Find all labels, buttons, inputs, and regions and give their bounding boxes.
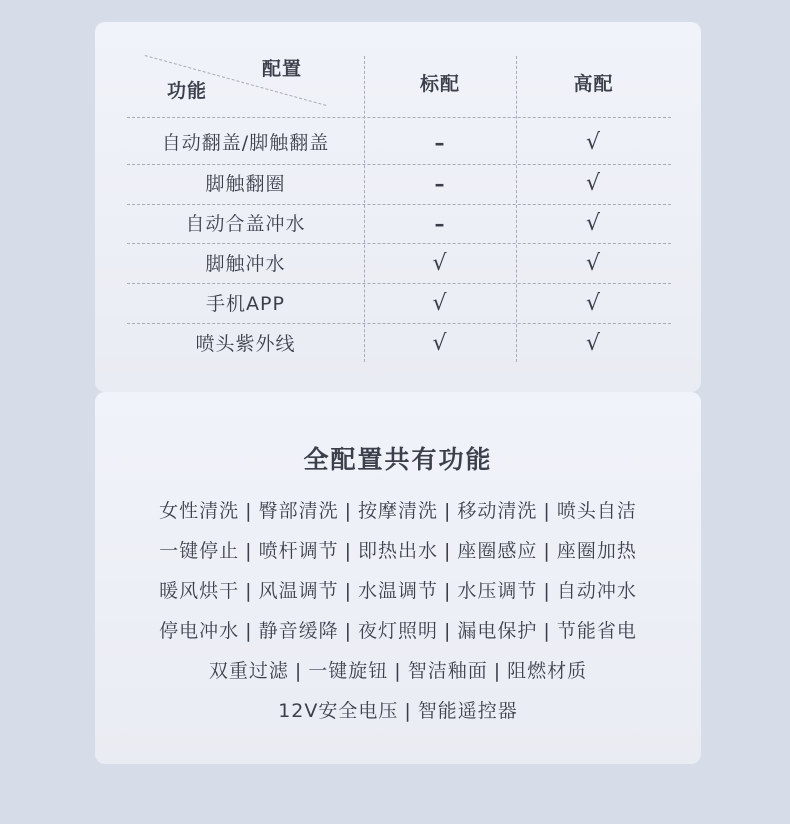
feature-item: 暖风烘干 — [159, 580, 240, 602]
column-header-standard: 标配 — [419, 73, 460, 95]
feature-item: 风温调节 — [258, 580, 339, 602]
row-label: 脚触冲水 — [205, 253, 286, 275]
feature-separator: | — [444, 500, 452, 522]
row-divider — [127, 117, 671, 118]
standard-value: – — [434, 131, 446, 155]
feature-item: 喷杆调节 — [258, 540, 339, 562]
feature-item: 停电冲水 — [159, 620, 240, 642]
features-title: 全配置共有功能 — [303, 445, 493, 474]
feature-item: 座圈加热 — [556, 540, 637, 562]
standard-value: √ — [432, 251, 448, 276]
row-label: 自动合盖冲水 — [185, 213, 306, 235]
feature-separator: | — [344, 540, 352, 562]
feature-separator: | — [493, 660, 502, 682]
feature-line — [95, 616, 701, 643]
feature-line — [95, 576, 701, 603]
feature-separator: | — [245, 540, 253, 562]
premium-value: √ — [585, 331, 602, 356]
comparison-card — [95, 22, 701, 392]
feature-item: 静音缓降 — [258, 620, 339, 642]
feature-item: 女性清洗 — [159, 500, 240, 522]
feature-separator: | — [245, 500, 253, 522]
header-function-label: 功能 — [167, 80, 208, 102]
feature-item: 夜灯照明 — [357, 620, 438, 642]
feature-item: 喷头自洁 — [556, 500, 637, 522]
feature-line — [95, 656, 701, 683]
feature-separator: | — [444, 620, 452, 642]
feature-separator: | — [404, 700, 412, 722]
feature-item: 智洁釉面 — [407, 660, 488, 682]
feature-separator: | — [444, 540, 452, 562]
feature-separator: | — [344, 580, 352, 602]
feature-item: 阻燃材质 — [507, 660, 588, 682]
feature-item: 即热出水 — [357, 540, 438, 562]
column-header-premium: 高配 — [573, 73, 614, 95]
feature-separator: | — [543, 500, 551, 522]
header-config-label: 配置 — [262, 58, 303, 80]
feature-separator: | — [245, 580, 253, 602]
row-label: 脚触翻圈 — [205, 173, 286, 195]
feature-item: 智能遥控器 — [417, 700, 518, 722]
feature-item: 12V安全电压 — [278, 700, 399, 722]
feature-item: 节能省电 — [556, 620, 637, 642]
row-label: 喷头紫外线 — [195, 333, 296, 355]
feature-item: 水温调节 — [357, 580, 438, 602]
feature-separator: | — [294, 660, 303, 682]
feature-line — [95, 536, 701, 563]
premium-value: √ — [585, 251, 602, 276]
feature-item: 臀部清洗 — [258, 500, 339, 522]
feature-separator: | — [543, 580, 551, 602]
premium-value: √ — [585, 130, 602, 155]
feature-separator: | — [444, 580, 452, 602]
feature-item: 自动冲水 — [556, 580, 637, 602]
feature-separator: | — [394, 660, 402, 682]
feature-item: 座圈感应 — [457, 540, 538, 562]
standard-value: √ — [432, 291, 448, 316]
premium-value: √ — [585, 211, 602, 236]
feature-separator: | — [543, 620, 551, 642]
feature-item: 一键停止 — [159, 540, 240, 562]
feature-item: 水压调节 — [457, 580, 538, 602]
feature-line — [95, 496, 701, 523]
standard-value: – — [434, 172, 446, 196]
standard-value: √ — [432, 331, 448, 356]
feature-item: 双重过滤 — [208, 660, 289, 682]
feature-item: 移动清洗 — [457, 500, 538, 522]
standard-value: – — [434, 212, 446, 236]
comparison-table — [127, 22, 671, 362]
premium-value: √ — [585, 171, 602, 196]
feature-item: 漏电保护 — [457, 620, 538, 642]
premium-value: √ — [585, 291, 602, 316]
feature-line — [95, 696, 701, 723]
feature-item: 一键旋钮 — [308, 660, 389, 682]
feature-separator: | — [245, 620, 253, 642]
feature-separator: | — [344, 500, 352, 522]
feature-separator: | — [543, 540, 551, 562]
row-label: 手机APP — [206, 293, 285, 315]
row-label: 自动翻盖/脚触翻盖 — [161, 132, 330, 154]
features-card — [95, 392, 701, 764]
feature-item: 按摩清洗 — [357, 500, 438, 522]
feature-separator: | — [344, 620, 352, 642]
